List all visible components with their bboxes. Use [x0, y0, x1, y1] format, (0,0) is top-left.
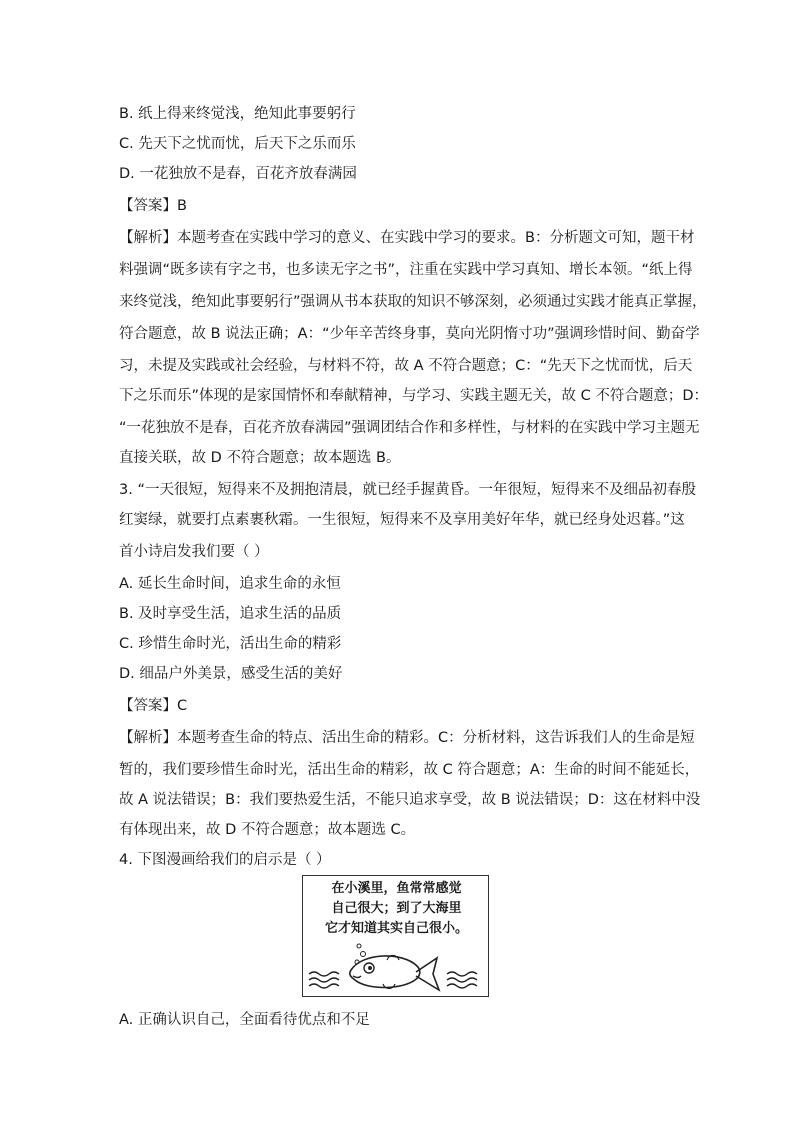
- q2-analysis-line: 【解析】本题考查在实践中学习的意义、在实践中学习的要求。B：分析题文可知，题干材: [119, 230, 695, 246]
- cartoon-caption-line: 它才知道其实自己很小。: [324, 921, 468, 936]
- cartoon-caption-line: 自己很大；到了大海里: [331, 901, 462, 916]
- q2-analysis-line: 料强调“既多读有字之书，也多读无字之书”，注重在实践中学习真知、增长本领。“纸上得: [119, 262, 693, 278]
- q2-analysis-line: 习，未提及实践或社会经验，与材料不符，故 A 不符合题意；C：“先天下之忧而忧，后天: [119, 358, 693, 374]
- q2-option-c: C. 先天下之忧而忧，后天下之乐而乐: [119, 136, 356, 152]
- q2-analysis-line: 下之乐而乐”体现的是家国情怀和奉献精神，与学习、实践主题无关，故 C 不符合题意；D：: [119, 388, 709, 404]
- q3-option-c: C. 珍惜生命时光，活出生命的精彩: [119, 636, 342, 652]
- q2-analysis-line: 直接关联，故 D 不符合题意；故本题选 B。: [119, 450, 401, 466]
- q2-answer: 【答案】B: [119, 198, 187, 214]
- q3-option-a: A. 延长生命时间，追求生命的永恒: [119, 576, 341, 592]
- q2-option-d: D. 一花独放不是春，百花齐放春满园: [119, 166, 357, 182]
- q3-answer: 【答案】C: [119, 698, 188, 714]
- q2-analysis-line: “一花独放不是春，百花齐放春满园”强调团结合作和多样性，与材料的在实践中学习主题无: [119, 420, 700, 436]
- q3-stem-line: 首小诗启发我们要（ ）: [119, 544, 269, 560]
- fish-cartoon: [302, 875, 489, 997]
- q2-option-b: B. 纸上得来终觉浅，绝知此事要躬行: [119, 106, 356, 122]
- q3-analysis-line: 有体现出来，故 D 不符合题意；故本题选 C。: [119, 822, 416, 838]
- q3-option-b: B. 及时享受生活，追求生活的品质: [119, 606, 342, 622]
- q4-stem: 4. 下图漫画给我们的启示是（ ）: [119, 852, 331, 868]
- q3-stem-line: 3. “一天很短，短得来不及拥抱清晨，就已经手握黄昏。一年很短，短得来不及细品初春殷: [119, 482, 696, 498]
- q2-analysis-line: 来终觉浅，绝知此事要躬行”强调从书本获取的知识不够深刻，必须通过实践才能真正掌握，: [119, 294, 707, 310]
- q3-analysis-line: 暂的，我们要珍惜生命时光，活出生命的精彩，故 C 符合题意；A：生命的时间不能延长，: [119, 762, 700, 778]
- q3-option-d: D. 细品户外美景，感受生活的美好: [119, 666, 343, 682]
- q3-analysis-line: 故 A 说法错误；B：我们要热爱生活，不能只追求享受，故 B 说法错误；D：这在材料中没: [119, 792, 701, 808]
- q3-analysis-line: 【解析】本题考查生命的特点、活出生命的精彩。C：分析材料，这告诉我们人的生命是短: [119, 730, 695, 746]
- q4-option-a: A. 正确认识自己，全面看待优点和不足: [119, 1012, 370, 1028]
- q3-stem-line: 红窦绿，就要打点素裹秋霜。一生很短，短得来不及享用美好年华，就已经身处迟暮。”这: [119, 512, 685, 528]
- q2-analysis-line: 符合题意，故 B 说法正确；A：“少年辛苦终身事，莫向光阴惰寸功”强调珍惜时间、勤奋学: [119, 326, 700, 342]
- cartoon-caption-line: 在小溪里，鱼常常感觉: [331, 881, 462, 896]
- fish-drawing: [303, 940, 488, 996]
